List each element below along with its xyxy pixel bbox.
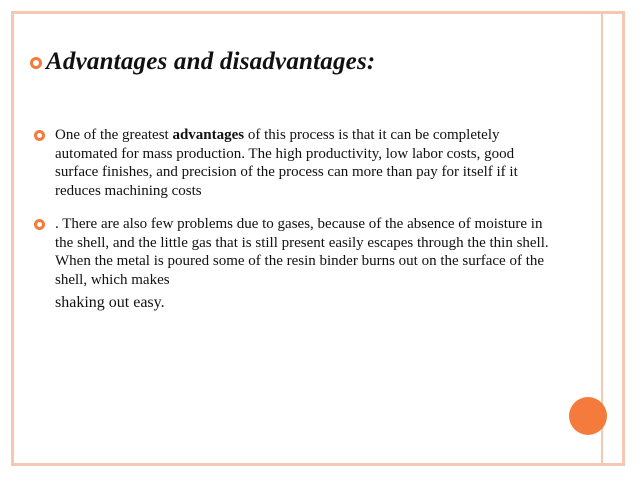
orange-circle-icon [569,397,607,435]
bullet-text-1 [55,126,550,200]
bullet-text-2 [55,215,550,313]
bullet-2-text: . There are also few problems due to gases, because of the absence of moisture in the shell, and the little gas that is still present easily escapes through the thin shell. When the metal is poured some of the resin binder burns out on the surface of the shell, which makes [55,216,549,288]
bullet-2-last-line: shaking out easy. [55,294,165,311]
ring-bullet-icon [34,130,45,141]
ring-bullet-icon [34,219,45,230]
frame-vertical-line [601,11,603,466]
bullet-1-pre: One of the greatest [55,127,173,143]
bullet-1-bold: advantages [172,127,245,143]
bullet-item-1 [30,126,550,200]
ring-bullet-icon [30,57,42,69]
slide-title-row [30,48,375,76]
bullet-item-2 [30,215,550,313]
bullet-1-post: of this process is that it can be completely automated for mass production. The high productivity, low labor costs, good surface finishes, and precision of the process can more than pay for itself if it reduces machining costs [55,127,518,199]
slide-title: Advantages and disadvantages: [46,48,376,75]
